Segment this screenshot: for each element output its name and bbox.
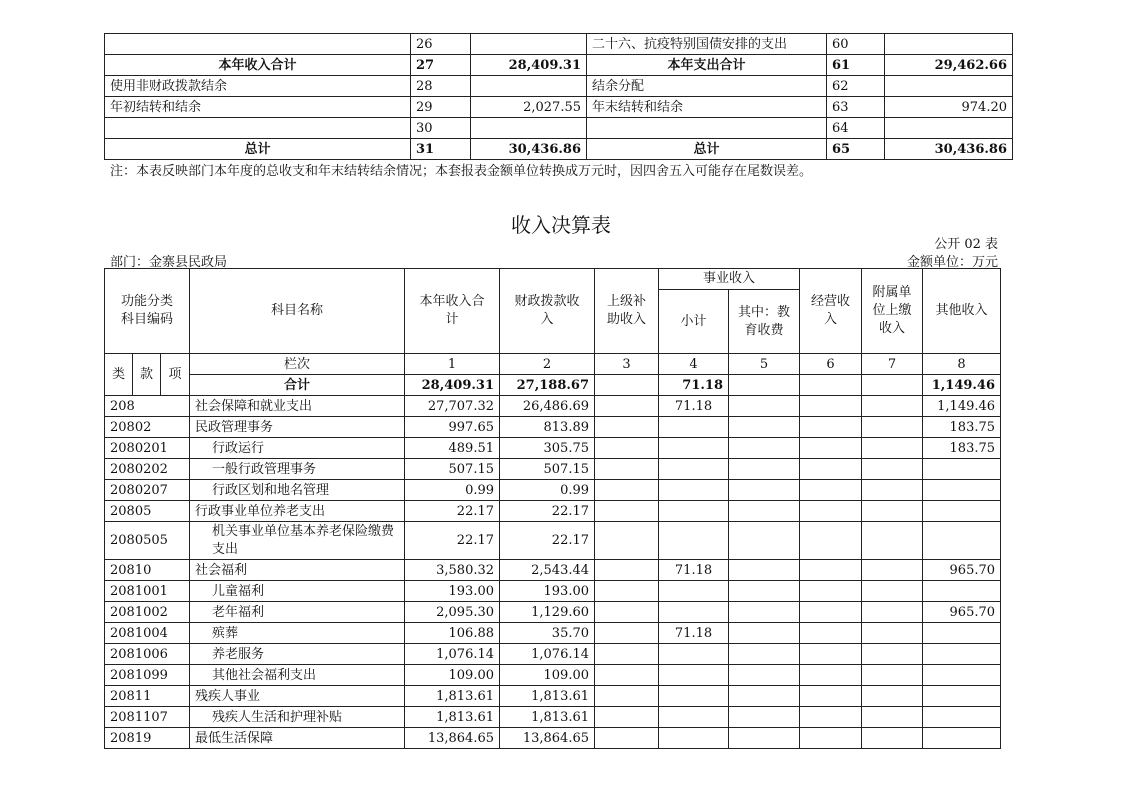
summary-expense-item bbox=[587, 118, 827, 139]
row-operating bbox=[800, 581, 862, 602]
row-superior bbox=[595, 501, 659, 522]
row-operating bbox=[800, 728, 862, 749]
row-other bbox=[923, 581, 1001, 602]
row-subtotal bbox=[659, 522, 729, 560]
row-fiscal: 26,486.69 bbox=[500, 396, 595, 417]
row-fiscal: 0.99 bbox=[500, 480, 595, 501]
summary-income-item bbox=[105, 34, 411, 55]
row-code: 2081006 bbox=[105, 644, 190, 665]
column-number: 7 bbox=[862, 354, 923, 375]
row-other bbox=[923, 686, 1001, 707]
header-total: 本年收入合计 bbox=[405, 269, 500, 354]
total-row-subtotal: 71.18 bbox=[659, 375, 729, 396]
table-row bbox=[105, 417, 1001, 438]
row-education bbox=[729, 728, 800, 749]
row-superior bbox=[595, 644, 659, 665]
row-code: 208 bbox=[105, 396, 190, 417]
row-total: 489.51 bbox=[405, 438, 500, 459]
row-affiliated bbox=[862, 707, 923, 728]
total-row-fiscal: 27,188.67 bbox=[500, 375, 595, 396]
row-total: 22.17 bbox=[405, 501, 500, 522]
row-fiscal: 13,864.65 bbox=[500, 728, 595, 749]
row-fiscal: 813.89 bbox=[500, 417, 595, 438]
table-row bbox=[105, 665, 1001, 686]
row-code: 2081004 bbox=[105, 623, 190, 644]
row-other: 965.70 bbox=[923, 602, 1001, 623]
income-table-title: 收入决算表 bbox=[511, 213, 611, 237]
header-xiang: 项 bbox=[161, 354, 190, 396]
table-row bbox=[105, 602, 1001, 623]
table-row bbox=[105, 707, 1001, 728]
column-number: 3 bbox=[595, 354, 659, 375]
total-row-operating bbox=[800, 375, 862, 396]
summary-expense-item: 本年支出合计 bbox=[587, 55, 827, 76]
unit-label: 金额单位：万元 bbox=[906, 255, 998, 270]
row-fiscal: 1,129.60 bbox=[500, 602, 595, 623]
row-name: 殡葬 bbox=[190, 623, 405, 644]
row-education bbox=[729, 644, 800, 665]
row-total: 997.65 bbox=[405, 417, 500, 438]
total-row-other: 1,149.46 bbox=[923, 375, 1001, 396]
summary-line-number: 64 bbox=[827, 118, 885, 139]
row-name: 社会福利 bbox=[190, 560, 405, 581]
table-row bbox=[105, 644, 1001, 665]
row-code: 20802 bbox=[105, 417, 190, 438]
header-operating: 经营收入 bbox=[800, 269, 862, 354]
summary-line-number: 63 bbox=[827, 97, 885, 118]
row-code: 20805 bbox=[105, 501, 190, 522]
row-total: 109.00 bbox=[405, 665, 500, 686]
row-superior bbox=[595, 438, 659, 459]
row-code: 2080202 bbox=[105, 459, 190, 480]
row-name: 其他社会福利支出 bbox=[190, 665, 405, 686]
row-operating bbox=[800, 438, 862, 459]
row-superior bbox=[595, 480, 659, 501]
row-fiscal: 305.75 bbox=[500, 438, 595, 459]
row-total: 27,707.32 bbox=[405, 396, 500, 417]
row-education bbox=[729, 581, 800, 602]
row-affiliated bbox=[862, 665, 923, 686]
row-affiliated bbox=[862, 560, 923, 581]
row-total: 193.00 bbox=[405, 581, 500, 602]
row-name: 行政运行 bbox=[190, 438, 405, 459]
row-subtotal bbox=[659, 417, 729, 438]
summary-line-number: 31 bbox=[411, 139, 471, 160]
row-affiliated bbox=[862, 602, 923, 623]
row-other bbox=[923, 728, 1001, 749]
column-number: 8 bbox=[923, 354, 1001, 375]
header-fiscal: 财政拨款收入 bbox=[500, 269, 595, 354]
row-operating bbox=[800, 480, 862, 501]
row-affiliated bbox=[862, 480, 923, 501]
row-subtotal: 71.18 bbox=[659, 560, 729, 581]
row-superior bbox=[595, 522, 659, 560]
summary-expense-amount bbox=[885, 76, 1013, 97]
row-operating bbox=[800, 396, 862, 417]
summary-income-amount bbox=[471, 76, 587, 97]
total-row bbox=[105, 375, 1001, 396]
total-row-total: 28,409.31 bbox=[405, 375, 500, 396]
summary-table-body bbox=[105, 34, 1013, 160]
row-total: 1,076.14 bbox=[405, 644, 500, 665]
row-superior bbox=[595, 459, 659, 480]
row-name: 社会保障和就业支出 bbox=[190, 396, 405, 417]
summary-income-item: 本年收入合计 bbox=[105, 55, 411, 76]
row-fiscal: 109.00 bbox=[500, 665, 595, 686]
row-operating bbox=[800, 501, 862, 522]
row-name: 一般行政管理事务 bbox=[190, 459, 405, 480]
row-total: 13,864.65 bbox=[405, 728, 500, 749]
row-code: 20819 bbox=[105, 728, 190, 749]
table-row bbox=[105, 522, 1001, 560]
row-name: 机关事业单位基本养老保险缴费支出 bbox=[190, 522, 405, 560]
summary-line-number: 30 bbox=[411, 118, 471, 139]
summary-line-number: 60 bbox=[827, 34, 885, 55]
row-name: 养老服务 bbox=[190, 644, 405, 665]
row-fiscal: 22.17 bbox=[500, 501, 595, 522]
summary-line-number: 29 bbox=[411, 97, 471, 118]
summary-income-amount: 2,027.55 bbox=[471, 97, 587, 118]
row-superior bbox=[595, 665, 659, 686]
row-superior bbox=[595, 560, 659, 581]
header-education: 其中：教育收费 bbox=[729, 290, 800, 354]
table-row bbox=[105, 480, 1001, 501]
row-code: 2081001 bbox=[105, 581, 190, 602]
column-number: 5 bbox=[729, 354, 800, 375]
row-code: 2080207 bbox=[105, 480, 190, 501]
row-affiliated bbox=[862, 396, 923, 417]
column-number: 4 bbox=[659, 354, 729, 375]
row-superior bbox=[595, 707, 659, 728]
table-row bbox=[105, 623, 1001, 644]
summary-income-amount: 28,409.31 bbox=[471, 55, 587, 76]
row-affiliated bbox=[862, 417, 923, 438]
header-affiliated: 附属单位上缴收入 bbox=[862, 269, 923, 354]
summary-row bbox=[105, 76, 1013, 97]
row-name: 民政管理事务 bbox=[190, 417, 405, 438]
row-education bbox=[729, 623, 800, 644]
row-total: 1,813.61 bbox=[405, 707, 500, 728]
row-other bbox=[923, 459, 1001, 480]
row-other: 183.75 bbox=[923, 417, 1001, 438]
table-row bbox=[105, 459, 1001, 480]
row-superior bbox=[595, 417, 659, 438]
summary-expense-item: 结余分配 bbox=[587, 76, 827, 97]
row-name: 老年福利 bbox=[190, 602, 405, 623]
row-name: 残疾人生活和护理补贴 bbox=[190, 707, 405, 728]
summary-expense-amount bbox=[885, 118, 1013, 139]
header-business: 事业收入 bbox=[659, 269, 800, 290]
total-row-education bbox=[729, 375, 800, 396]
summary-note: 注：本表反映部门本年度的总收支和年末结转结余情况；本套报表金额单位转换成万元时，因四舍五入可能存在尾数误差。 bbox=[110, 164, 813, 179]
row-education bbox=[729, 501, 800, 522]
row-affiliated bbox=[862, 459, 923, 480]
row-operating bbox=[800, 417, 862, 438]
row-code: 2081107 bbox=[105, 707, 190, 728]
summary-row bbox=[105, 55, 1013, 76]
row-operating bbox=[800, 522, 862, 560]
table-row bbox=[105, 728, 1001, 749]
row-name: 行政区划和地名管理 bbox=[190, 480, 405, 501]
row-education bbox=[729, 686, 800, 707]
department-label: 部门：金寨县民政局 bbox=[110, 255, 228, 270]
row-operating bbox=[800, 602, 862, 623]
header-kuan: 款 bbox=[133, 354, 161, 396]
row-superior bbox=[595, 602, 659, 623]
row-subtotal bbox=[659, 581, 729, 602]
row-other: 183.75 bbox=[923, 438, 1001, 459]
summary-line-number: 62 bbox=[827, 76, 885, 97]
row-other bbox=[923, 665, 1001, 686]
summary-income-item: 使用非财政拨款结余 bbox=[105, 76, 411, 97]
row-fiscal: 1,813.61 bbox=[500, 686, 595, 707]
summary-expense-amount: 974.20 bbox=[885, 97, 1013, 118]
row-operating bbox=[800, 623, 862, 644]
row-operating bbox=[800, 644, 862, 665]
total-row-affiliated bbox=[862, 375, 923, 396]
row-education bbox=[729, 707, 800, 728]
row-other bbox=[923, 644, 1001, 665]
row-code: 2081099 bbox=[105, 665, 190, 686]
row-name: 最低生活保障 bbox=[190, 728, 405, 749]
row-subtotal bbox=[659, 665, 729, 686]
row-code: 2080505 bbox=[105, 522, 190, 560]
row-fiscal: 35.70 bbox=[500, 623, 595, 644]
summary-line-number: 28 bbox=[411, 76, 471, 97]
row-total: 0.99 bbox=[405, 480, 500, 501]
row-subtotal bbox=[659, 686, 729, 707]
summary-expense-amount: 29,462.66 bbox=[885, 55, 1013, 76]
row-other bbox=[923, 501, 1001, 522]
table-row bbox=[105, 438, 1001, 459]
table-row bbox=[105, 501, 1001, 522]
row-other bbox=[923, 480, 1001, 501]
row-fiscal: 507.15 bbox=[500, 459, 595, 480]
row-code: 2081002 bbox=[105, 602, 190, 623]
header-code: 功能分类科目编码 bbox=[105, 269, 190, 354]
row-subtotal bbox=[659, 644, 729, 665]
row-superior bbox=[595, 581, 659, 602]
header-lei: 类 bbox=[105, 354, 133, 396]
header-subtotal: 小计 bbox=[659, 290, 729, 354]
total-row-label: 合计 bbox=[190, 375, 405, 396]
row-fiscal: 1,813.61 bbox=[500, 707, 595, 728]
row-subtotal bbox=[659, 602, 729, 623]
row-superior bbox=[595, 623, 659, 644]
row-other bbox=[923, 623, 1001, 644]
row-other bbox=[923, 707, 1001, 728]
column-number: 2 bbox=[500, 354, 595, 375]
summary-expense-amount: 30,436.86 bbox=[885, 139, 1013, 160]
row-total: 1,813.61 bbox=[405, 686, 500, 707]
header-name: 科目名称 bbox=[190, 269, 405, 354]
summary-expense-item: 总计 bbox=[587, 139, 827, 160]
column-number: 1 bbox=[405, 354, 500, 375]
summary-row bbox=[105, 139, 1013, 160]
row-operating bbox=[800, 665, 862, 686]
row-total: 2,095.30 bbox=[405, 602, 500, 623]
row-name: 行政事业单位养老支出 bbox=[190, 501, 405, 522]
row-code: 20811 bbox=[105, 686, 190, 707]
table-row bbox=[105, 581, 1001, 602]
summary-income-amount bbox=[471, 118, 587, 139]
summary-expense-amount bbox=[885, 34, 1013, 55]
summary-row bbox=[105, 97, 1013, 118]
summary-income-amount: 30,436.86 bbox=[471, 139, 587, 160]
row-education bbox=[729, 480, 800, 501]
table-row bbox=[105, 686, 1001, 707]
income-table-body bbox=[105, 269, 1001, 749]
table-row bbox=[105, 396, 1001, 417]
row-operating bbox=[800, 707, 862, 728]
row-subtotal bbox=[659, 501, 729, 522]
row-affiliated bbox=[862, 644, 923, 665]
row-other: 965.70 bbox=[923, 560, 1001, 581]
header-other: 其他收入 bbox=[923, 269, 1001, 354]
row-total: 3,580.32 bbox=[405, 560, 500, 581]
row-education bbox=[729, 602, 800, 623]
row-superior bbox=[595, 728, 659, 749]
row-other: 1,149.46 bbox=[923, 396, 1001, 417]
row-affiliated bbox=[862, 623, 923, 644]
row-education bbox=[729, 417, 800, 438]
row-education bbox=[729, 560, 800, 581]
row-operating bbox=[800, 459, 862, 480]
row-fiscal: 1,076.14 bbox=[500, 644, 595, 665]
row-education bbox=[729, 665, 800, 686]
row-operating bbox=[800, 560, 862, 581]
row-other bbox=[923, 522, 1001, 560]
table-row bbox=[105, 560, 1001, 581]
row-name: 儿童福利 bbox=[190, 581, 405, 602]
row-total: 507.15 bbox=[405, 459, 500, 480]
row-affiliated bbox=[862, 686, 923, 707]
summary-income-item bbox=[105, 118, 411, 139]
row-subtotal bbox=[659, 707, 729, 728]
summary-expense-item: 二十六、抗疫特别国债安排的支出 bbox=[587, 34, 827, 55]
row-subtotal bbox=[659, 459, 729, 480]
summary-table bbox=[104, 33, 1013, 160]
row-education bbox=[729, 438, 800, 459]
row-affiliated bbox=[862, 581, 923, 602]
column-number: 6 bbox=[800, 354, 862, 375]
row-total: 106.88 bbox=[405, 623, 500, 644]
row-education bbox=[729, 396, 800, 417]
row-fiscal: 22.17 bbox=[500, 522, 595, 560]
header-superior: 上级补助收入 bbox=[595, 269, 659, 354]
summary-line-number: 61 bbox=[827, 55, 885, 76]
row-affiliated bbox=[862, 728, 923, 749]
row-education bbox=[729, 459, 800, 480]
summary-income-item: 总计 bbox=[105, 139, 411, 160]
row-fiscal: 2,543.44 bbox=[500, 560, 595, 581]
row-subtotal bbox=[659, 480, 729, 501]
column-number-label: 栏次 bbox=[190, 354, 405, 375]
summary-row bbox=[105, 34, 1013, 55]
summary-line-number: 27 bbox=[411, 55, 471, 76]
row-subtotal bbox=[659, 728, 729, 749]
income-table bbox=[104, 268, 1001, 749]
row-affiliated bbox=[862, 438, 923, 459]
row-superior bbox=[595, 396, 659, 417]
summary-line-number: 65 bbox=[827, 139, 885, 160]
summary-expense-item: 年末结转和结余 bbox=[587, 97, 827, 118]
summary-line-number: 26 bbox=[411, 34, 471, 55]
summary-row bbox=[105, 118, 1013, 139]
row-subtotal: 71.18 bbox=[659, 623, 729, 644]
total-row-superior bbox=[595, 375, 659, 396]
table-number: 公开 02 表 bbox=[934, 237, 998, 252]
row-subtotal: 71.18 bbox=[659, 396, 729, 417]
row-affiliated bbox=[862, 522, 923, 560]
row-operating bbox=[800, 686, 862, 707]
row-total: 22.17 bbox=[405, 522, 500, 560]
row-code: 2080201 bbox=[105, 438, 190, 459]
summary-income-item: 年初结转和结余 bbox=[105, 97, 411, 118]
row-name: 残疾人事业 bbox=[190, 686, 405, 707]
summary-income-amount bbox=[471, 34, 587, 55]
row-fiscal: 193.00 bbox=[500, 581, 595, 602]
row-superior bbox=[595, 686, 659, 707]
row-affiliated bbox=[862, 501, 923, 522]
row-code: 20810 bbox=[105, 560, 190, 581]
row-education bbox=[729, 522, 800, 560]
row-subtotal bbox=[659, 438, 729, 459]
